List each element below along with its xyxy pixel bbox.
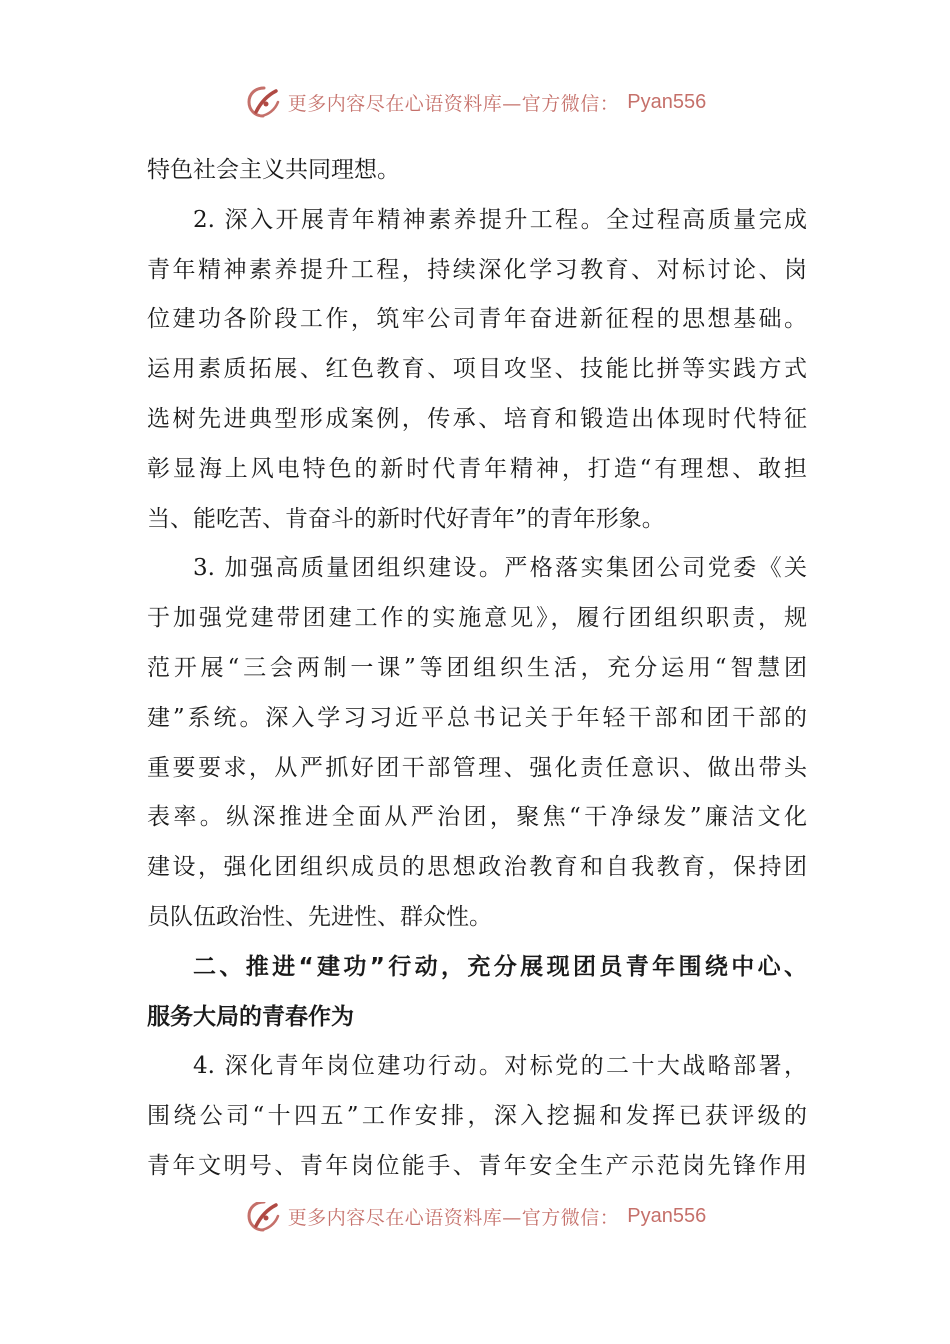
paragraph-line: 4. 深化青年岗位建功行动。对标党的二十大战略部署， xyxy=(193,1053,807,1080)
paragraph-line: 表率。纵深推进全面从严治团，聚焦“干净绿发”廉洁文化 xyxy=(147,804,807,831)
paragraph-line: 青年文明号、青年岗位能手、青年安全生产示范岗先锋作用 xyxy=(147,1152,807,1179)
paragraph-line: 范开展“三会两制一课”等团组织生活，充分运用“智慧团 xyxy=(147,654,807,681)
paragraph-line: 位建功各阶段工作，筑牢公司青年奋进新征程的思想基础。 xyxy=(147,306,807,333)
paragraph-line: 建设，强化团组织成员的思想政治教育和自我教育，保持团 xyxy=(147,854,807,881)
paragraph-line: 3. 加强高质量团组织建设。严格落实集团公司党委《关 xyxy=(193,555,807,582)
header-watermark xyxy=(0,80,950,124)
paragraph-line: 重要要求，从严抓好团干部管理、强化责任意识、做出带头 xyxy=(147,754,807,781)
paragraph-line: 建”系统。深入学习习近平总书记关于年轻干部和团干部的 xyxy=(147,704,807,731)
paragraph-line: 员队伍政治性、先进性、群众性。 xyxy=(147,903,492,930)
paragraph-line: 运用素质拓展、红色教育、项目攻坚、技能比拼等实践方式 xyxy=(147,356,807,383)
section-heading: 二、推进“建功”行动，充分展现团员青年围绕中心、 xyxy=(193,953,807,980)
watermark-logo-icon xyxy=(244,82,284,122)
paragraph-line: 于加强党建带团建工作的实施意见》，履行团组织职责，规 xyxy=(147,605,807,632)
footer-watermark xyxy=(0,1202,950,1242)
paragraph-line: 2. 深入开展青年精神素养提升工程。全过程高质量完成 xyxy=(193,206,807,233)
paragraph-line: 选树先进典型形成案例，传承、培育和锻造出体现时代特征 xyxy=(147,405,807,432)
paragraph-line: 特色社会主义共同理想。 xyxy=(147,157,400,183)
watermark-text: 更多内容尽在心语资料库—官方微信： xyxy=(287,1206,620,1229)
paragraph-line: 彰显海上风电特色的新时代青年精神，打造“有理想、敢担 xyxy=(147,455,807,482)
watermark-wechat-id: Pyan556 xyxy=(627,90,707,113)
watermark-logo-icon xyxy=(244,1202,284,1236)
paragraph-line: 青年精神素养提升工程，持续深化学习教育、对标讨论、岗 xyxy=(147,256,807,283)
watermark-text: 更多内容尽在心语资料库—官方微信： xyxy=(287,92,620,115)
section-heading: 服务大局的青春作为 xyxy=(147,1003,354,1030)
document-body xyxy=(147,146,807,1192)
paragraph-line: 围绕公司“十四五”工作安排，深入挖掘和发挥已获评级的 xyxy=(147,1103,807,1130)
paragraph-line: 当、能吃苦、肯奋斗的新时代好青年”的青年形象。 xyxy=(147,505,665,532)
watermark-wechat-id: Pyan556 xyxy=(627,1204,707,1227)
